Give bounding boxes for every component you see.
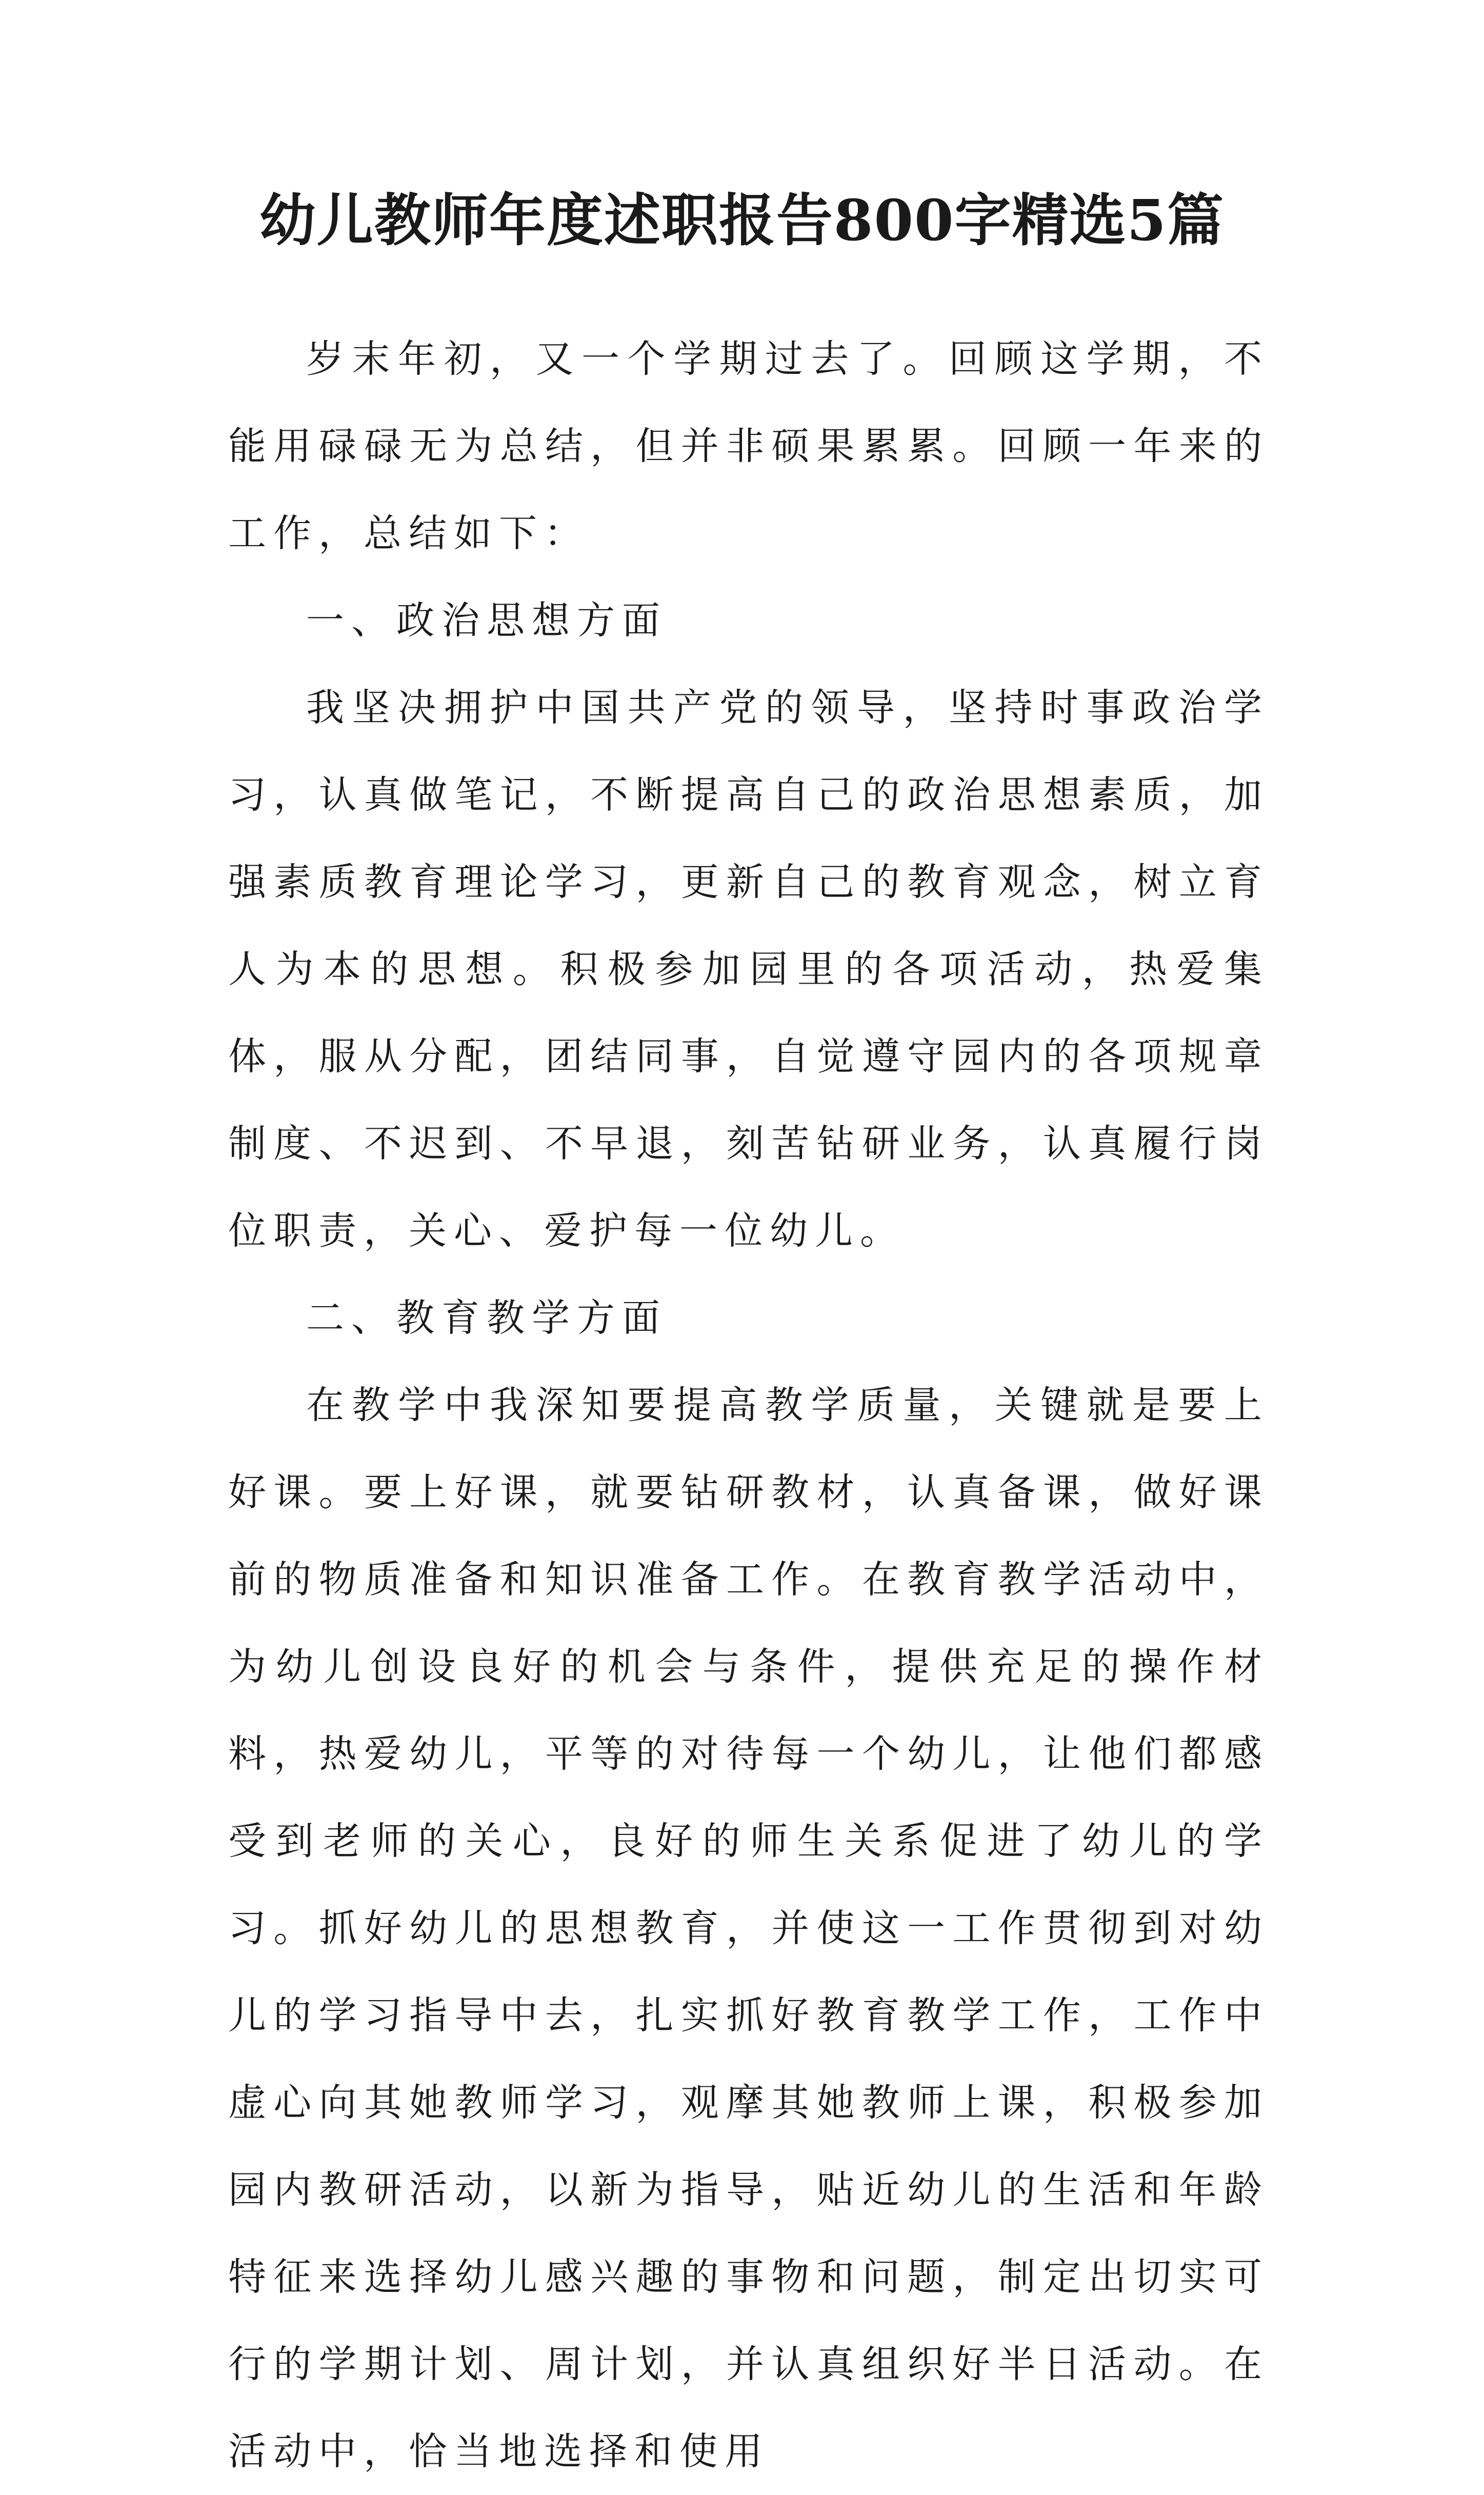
intro-paragraph: 岁末年初，又一个学期过去了。回顾这学期，不能用碌碌无为总结，但并非硕果累累。回顾一年来的工作，总结如下： (228, 337, 1269, 555)
document-body (228, 315, 1269, 2495)
political-paragraph: 我坚决拥护中国共产党的领导，坚持时事政治学习，认真做笔记，不断提高自己的政治思想素质，加强素质教育理论学习，更新自己的教育观念，树立育人为本的思想。积极参加园里的各项活动，热爱集体，服从分配，团结同事，自觉遵守园内的各项规章制度、不迟到、不早退，刻苦钻研业务，认真履行岗位职责，关心、爱护每一位幼儿。 (228, 686, 1269, 1253)
teaching-paragraph: 在教学中我深知要提高教学质量，关键就是要上好课。要上好课，就要钻研教材，认真备课，做好课前的物质准备和知识准备工作。在教育教学活动中，为幼儿创设良好的机会与条件，提供充足的操作材料，热爱幼儿，平等的对待每一个幼儿，让他们都感受到老师的关心，良好的师生关系促进了幼儿的学习。抓好幼儿的思想教育，并使这一工作贯彻到对幼儿的学习指导中去，扎实抓好教育教学工作，工作中虚心向其她教师学习，观摩其她教师上课，积极参加园内教研活动，以新为指导，贴近幼儿的生活和年龄特征来选择幼儿感兴趣的事物和问题，制定出切实可行的学期计划、周计划，并认真组织好半日活动。在活动中，恰当地选择和使用 (228, 1383, 1269, 2473)
section-heading-political: 一、政治思想方面 (306, 598, 667, 643)
document-title: 幼儿教师年度述职报告800字精选5篇 (259, 187, 1225, 253)
section-heading-teaching: 二、教育教学方面 (306, 1296, 667, 1340)
